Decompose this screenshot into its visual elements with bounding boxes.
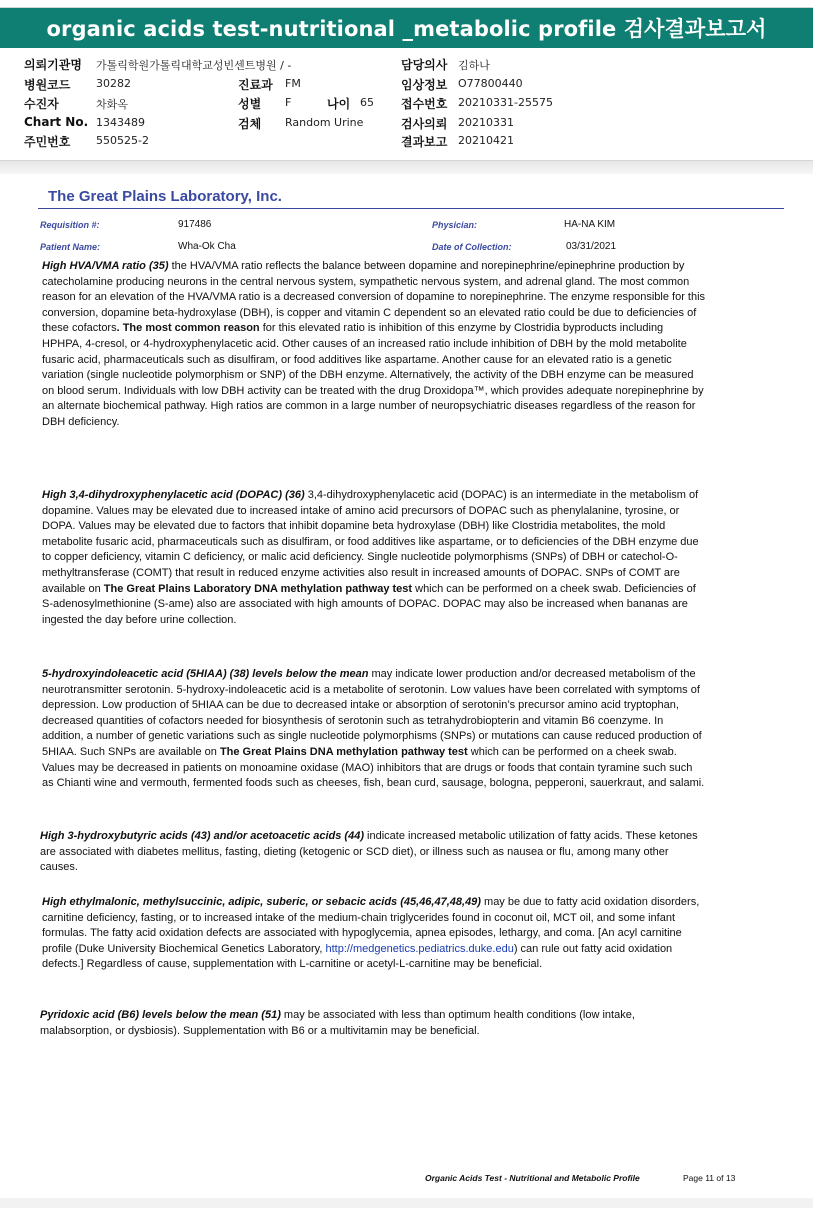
paragraph-heading: High 3-hydroxybutyric acids (43) and/or acetoacetic acids (44) — [40, 830, 364, 842]
patient-name-value: Wha-Ok Cha — [178, 241, 236, 252]
age-label: 나이 — [327, 97, 351, 111]
physician-value: HA-NA KIM — [564, 219, 616, 230]
request-date-label: 검사의뢰 — [401, 117, 448, 131]
paragraph-text: may be associated with less than optimum health conditions (low intake, malabsorption, or dysbiosis). Supplementation with B6 or a multivitamin may be beneficial. — [40, 1009, 635, 1037]
chart-number-label: Chart No. — [24, 115, 89, 129]
paragraph-text: indicate increased metabolic utilization of fatty acids. These ketones are associated with diabetes mellitus, fasting, dieting (ketogenic or SCD diet), or illness such as nausea or flu, among many other causes. — [40, 830, 698, 874]
report-title: organic acids test-nutritional _metabolic profile 검사결과보고서 — [46, 17, 767, 41]
paragraph-emphasis: The Great Plains DNA methylation pathway test — [219, 745, 468, 758]
institution-value: 가톨릭학원가톨릭대학교성빈센트병원 / - — [96, 59, 292, 72]
resident-number-value: 550525-2 — [96, 134, 149, 147]
paragraph-pyridoxic — [40, 1008, 704, 1039]
paragraph-text: may be due to fatty acid oxidation disorders, carnitine deficiency, fasting, or to increased intake of the medium-chain triglycerides found in coconut oil, MCT oil, and some infant formulas. The fatty acid oxidation defects are associated with hypoglycemia, apnea episodes, lethargy, and coma. [An acyl carnitine profile (Duke University Biochemical Genetics Laboratory, — [42, 896, 700, 955]
department-value: FM — [285, 77, 301, 90]
paragraph-emphasis: The most common reason — [119, 322, 260, 335]
paragraph-hva-vma — [42, 259, 706, 431]
report-date-value: 20210421 — [458, 134, 514, 147]
specimen-label: 검체 — [238, 117, 262, 131]
age-value: 65 — [360, 96, 374, 109]
clinical-info-label: 임상정보 — [401, 78, 448, 92]
sex-label: 성별 — [238, 97, 262, 111]
paragraph-fatty-acids — [42, 895, 706, 973]
report-date-label: 결과보고 — [401, 135, 448, 149]
clinical-info-value: O77800440 — [458, 77, 523, 90]
patient-name-label: Patient Name: — [40, 242, 101, 252]
receipt-number-value: 20210331-25575 — [458, 96, 553, 109]
paragraph-heading: 5-hydroxyindoleacetic acid (5HIAA) (38) levels below the mean — [42, 668, 369, 680]
paragraph-heading: High HVA/VMA ratio (35) — [42, 260, 169, 272]
request-date-value: 20210331 — [458, 116, 514, 129]
hospital-code-value: 30282 — [96, 77, 131, 90]
paragraph-text: for this elevated ratio is inhibition of this enzyme by Clostridia byproducts including HPHPA, 4-cresol, or 4-hydroxyphenylacetic acid. Other causes of an increased ratio include inhibition of DBH by the mold metabolite fusaric acid, pharmaceuticals such as disulfiram, or food additives like aspartame. Another cause for an elevated ratio is a genetic variation (single nucleotide polymorphism or SNP) of the DBH enzyme. Alternatively, the activity of the DBH enzyme can be measured on blood serum. Individuals with low DBH activity can be treated with the drug Droxidopa™, which provides adequate norepinephrine by an alternate biochemical pathway. High ratios are common in a large number of neuropsychiatric diseases regardless of the reason for DBH deficiency. — [42, 322, 704, 428]
duke-genetics-link[interactable]: http://medgenetics.pediatrics.duke.edu — [325, 942, 514, 955]
page-number: Page 11 of 13 — [683, 1173, 736, 1183]
receipt-number-label: 접수번호 — [401, 97, 448, 111]
report-title-banner — [0, 8, 813, 48]
hospital-code-label: 병원코드 — [24, 78, 71, 92]
requisition-label: Requisition #: — [40, 220, 100, 230]
paragraph-emphasis: The Great Plains Laboratory DNA methylation pathway test — [103, 582, 413, 595]
paragraph-ketones — [40, 829, 704, 876]
paragraph-heading: High ethylmalonic, methylsuccinic, adipic, suberic, or sebacic acids (45,46,47,48,49) — [42, 896, 481, 908]
paragraph-dopac — [42, 488, 706, 628]
collection-date-value: 03/31/2021 — [566, 241, 617, 252]
paragraph-text: 3,4-dihydroxyphenylacetic acid (DOPAC) is an intermediate in the metabolism of dopamine. Values may be elevated due to increased intake of amino acid precursors of DOPAC such as phenylalanine, tyrosine, or DOPA. Values may be elevated due to factors that inhibit dopamine beta hydroxylase (DBH) like Clostridia metabolites, the mold metabolite fusaric acid, pharmaceuticals such as disulfiram, or food additives like aspartame, or to deficiencies of the DBH enzyme due to copper deficiency, vitamin C deficiency, or malic acid deficiency. Single nucleotide polymorphisms (SNPs) of DBH or catechol-O-methyltransferase (COMT) that result in reduced enzyme activities also result in increased amounts of DOPAC. SNPs of COMT are available on — [42, 489, 699, 595]
sex-value: F — [285, 96, 292, 109]
paragraph-text: which can be performed on a cheek swab. Deficiencies of S-adenosylmethionine (S-ame) also are associated with high amounts of DOPAC. DOPAC may also be increased when bananas are ingested the day before urine collection. — [42, 582, 696, 626]
department-label: 진료과 — [238, 78, 273, 92]
resident-number-label: 주민번호 — [24, 135, 71, 149]
physician-label: Physician: — [432, 220, 478, 230]
patient-info-block — [0, 56, 813, 156]
institution-label: 의뢰기관명 — [24, 58, 82, 72]
paragraph-5hiaa — [42, 667, 706, 792]
collector-label: 수진자 — [24, 97, 59, 111]
paragraph-text: . — [116, 322, 120, 335]
doctor-value: 김하나 — [458, 59, 490, 72]
paragraph-text: which can be performed on a cheek swab. Values may be decreased in patients on monoamine oxidase (MAO) inhibitors that are drugs or foods that contain tyramine such such as Chianti wine and vermouth, fermented foods such as cheeses, fish, bean curd, sausage, bologna, pepperoni, sauerkraut, and salami. — [42, 745, 705, 790]
paragraph-text: ) can rule out fatty acid oxidation defects.] Regardless of cause, supplementation with L-carnitine or acetyl-L-carnitine may be beneficial. — [42, 942, 673, 971]
collection-date-label: Date of Collection: — [432, 242, 512, 252]
chart-number-value: 1343489 — [96, 116, 145, 129]
paragraph-heading: High 3,4-dihydroxyphenylacetic acid (DOPAC) (36) — [42, 489, 305, 501]
collector-value: 차화옥 — [96, 98, 128, 111]
lab-header-rule — [38, 208, 784, 209]
paragraph-text: the HVA/VMA ratio reflects the balance between dopamine and norepinephrine/epinephrine production by catecholamine producing neurons in the central nervous system, sympathetic nervous system, and adrenal gland. The most common reason for an elevation of the HVA/VMA ratio is a decreased conversion of dopamine to norepinephrine. The enzyme responsible for this conversion, dopamine beta-hydroxylase (DBH), is copper and vitamin C dependent so an elevated ratio could be due to deficiencies of these cofactors — [42, 260, 706, 335]
paragraph-heading: Pyridoxic acid (B6) levels below the mean (51) — [40, 1009, 281, 1021]
section-divider — [0, 160, 813, 174]
lab-name: The Great Plains Laboratory, Inc. — [48, 188, 282, 205]
footer-title: Organic Acids Test - Nutritional and Metabolic Profile — [425, 1173, 640, 1183]
doctor-label: 담당의사 — [401, 58, 448, 72]
top-strip — [0, 0, 813, 8]
paragraph-text: may indicate lower production and/or decreased metabolism of the neurotransmitter serotonin. 5-hydroxy-indoleacetic acid is a metabolite of serotonin. Low values have been correlated with symptoms of depression. Low production of 5HIAA can be due to decreased intake or absorption of serotonin’s precursor amino acid tryptophan, decreased quantities of cofactors needed for biosynthesis of serotonin such as tetrahydrobiopterin and vitamin B6 coenzyme. In addition, a number of genetic variations such as single nucleotide polymorphisms (SNPs) or mutations can cause reduced production of 5HIAA. Such SNPs are available on — [42, 668, 702, 758]
specimen-value: Random Urine — [285, 116, 364, 129]
requisition-value: 917486 — [178, 219, 212, 230]
